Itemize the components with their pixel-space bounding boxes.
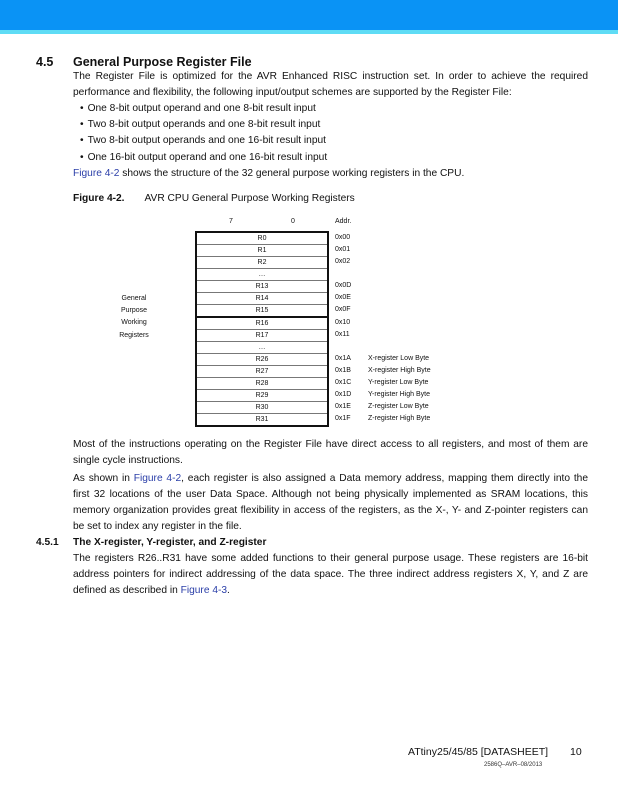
address: 0x1F [335, 415, 351, 422]
text: As shown in [73, 473, 134, 484]
text: , each register is also assigned a Data memory address, mapping them directly into the first 32 locations of the user Data Space. Although not being physically implemented as SRAM locations, this memory organization provides great flexibility in access of the registers, as the X-, Y- and Z-pointer registers can be set to index any register in the file. [73, 473, 588, 532]
intro-paragraph: The Register File is optimized for the AVR Enhanced RISC instruction set. In order to achieve the required performance and flexibility, the following input/output schemes are supported by the Register File: [73, 71, 588, 98]
side-label-line: Registers [119, 331, 149, 339]
list-item: • One 16-bit output operand and one 16-bit result input [80, 150, 327, 166]
side-label-line: Purpose [120, 307, 148, 315]
register-row: R29 [197, 390, 327, 402]
figure-reference-paragraph [73, 166, 588, 182]
address: 0x1D [335, 391, 352, 398]
doc-code: 2586Q–AVR–08/2013 [484, 762, 543, 768]
side-label [110, 293, 158, 342]
address: 0x0E [335, 294, 351, 301]
address: 0x1C [335, 379, 352, 386]
register-description: Z-register Low Byte [368, 403, 429, 410]
register-description: X-register High Byte [368, 367, 431, 374]
address: 0x10 [335, 319, 351, 326]
subsection-title: The X-register, Y-register, and Z-register [73, 537, 267, 548]
register-row: … [197, 269, 327, 281]
side-label-line: General [121, 295, 147, 302]
register-row: R26 [197, 354, 327, 366]
text: . [227, 585, 230, 596]
register-row: R15 [197, 305, 327, 318]
subsection-number: 4.5.1 [36, 537, 59, 548]
page-number: 10 [570, 746, 582, 758]
register-row: R16 [197, 318, 327, 330]
header-bar [0, 0, 618, 30]
register-table [195, 231, 329, 427]
bit-high-label: 7 [229, 218, 233, 225]
register-description: Y-register High Byte [368, 391, 430, 398]
footer-doc-title: ATtiny25/45/85 [DATASHEET] [408, 746, 549, 758]
address: 0x1A [335, 355, 351, 362]
register-row: R27 [197, 366, 327, 378]
list-item: • One 8-bit output operand and one 8-bit result input [80, 101, 327, 117]
register-row: R2 [197, 257, 327, 269]
address: 0x00 [335, 234, 351, 241]
register-row: R0 [197, 233, 327, 245]
figure-4-2-link[interactable]: Figure 4-2 [133, 473, 182, 484]
register-row: … [197, 342, 327, 354]
side-label-line: Working [121, 319, 147, 327]
address: 0x01 [335, 246, 351, 253]
list-item: • Two 8-bit output operands and one 16-bit result input [80, 133, 327, 149]
figure-reference-text: shows the structure of the 32 general purpose working registers in the CPU. [119, 168, 465, 179]
address: 0x0D [335, 282, 352, 289]
register-row: R13 [197, 281, 327, 293]
register-description: Y-register Low Byte [368, 379, 429, 386]
register-row: R1 [197, 245, 327, 257]
paragraph-data-memory [73, 471, 588, 535]
register-row: R31 [255, 416, 269, 423]
register-row: R17 [197, 330, 327, 342]
register-description: Z-register High Byte [368, 415, 431, 422]
address: 0x1E [335, 403, 351, 410]
figure-title: AVR CPU General Purpose Working Registers [144, 193, 355, 204]
paragraph-direct-access: Most of the instructions operating on the Register File have direct access to all registers, and most of them are single cycle instructions. [73, 439, 588, 466]
figure-4-2-link[interactable]: Figure 4-2 [73, 168, 120, 179]
register-row: R28 [197, 378, 327, 390]
scheme-list [80, 101, 327, 166]
register-row: R14 [197, 293, 327, 305]
addr-header: Addr. [335, 218, 352, 225]
header-stripe [0, 30, 618, 34]
figure-caption [73, 193, 355, 204]
address: 0x0F [335, 306, 351, 313]
register-description: X-register Low Byte [368, 355, 430, 362]
section-number: 4.5 [36, 55, 54, 69]
address: 0x11 [335, 331, 350, 338]
subsection-paragraph [73, 551, 588, 599]
address: 0x02 [335, 258, 351, 265]
register-row: R30 [197, 402, 327, 414]
section-title: General Purpose Register File [73, 55, 252, 69]
figure-label: Figure 4-2. [73, 193, 125, 204]
list-item: • Two 8-bit output operands and one 8-bit result input [80, 117, 327, 133]
address: 0x1B [335, 367, 351, 374]
text: The registers R26..R31 have some added functions to their general purpose usage. These registers are 16-bit address pointers for indirect addressing of the data space. The three indirect address registers X, Y, and Z are defined as described in [73, 553, 588, 596]
bit-low-label: 0 [291, 218, 295, 225]
figure-4-3-link[interactable]: Figure 4-3 [180, 585, 228, 596]
